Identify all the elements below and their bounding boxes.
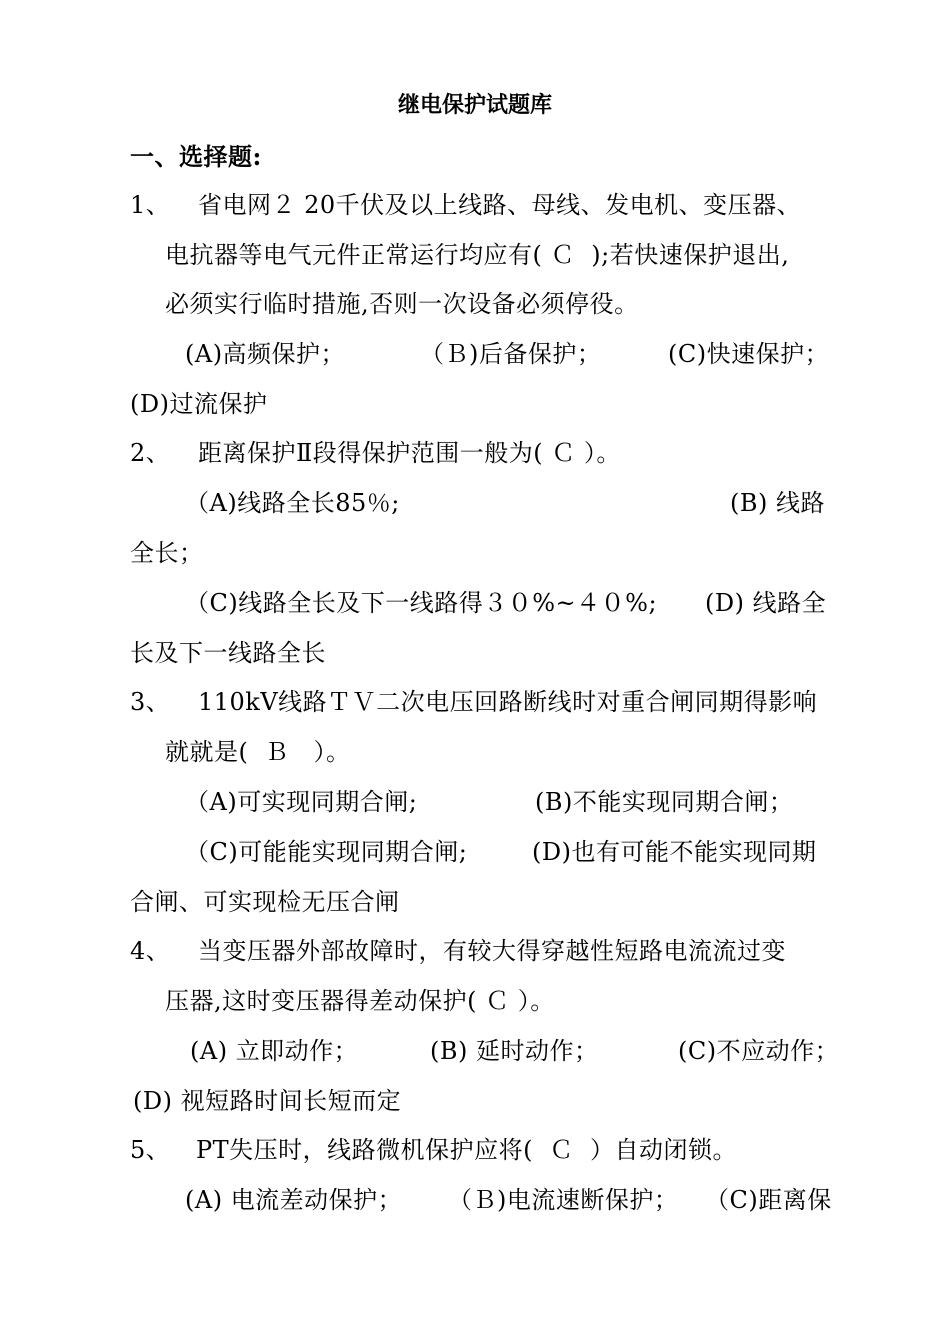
option-c: (C)不应动作； bbox=[678, 1037, 840, 1065]
option-d-continued: 长及下一线路全长 bbox=[130, 639, 326, 667]
question-text: 距离保护Ⅱ段得保护范围一般为( Ｃ ）。 bbox=[198, 439, 621, 467]
option-d: (D) 线路全 bbox=[705, 589, 827, 617]
option-b: （Ｂ)后备保护； bbox=[420, 340, 602, 368]
option-b: (B) 延时动作； bbox=[430, 1037, 599, 1065]
option-c: （C)可能能实现同期合闸; bbox=[185, 838, 468, 866]
question-text: PT失压时，线路微机保护应将( Ｃ ）自动闭锁。 bbox=[196, 1136, 738, 1164]
option-a: (A) 电流差动保护； bbox=[185, 1186, 403, 1214]
question-text: 电抗器等电气元件正常运行均应有( Ｃ );若快速保护退出, bbox=[165, 241, 790, 269]
option-b: (B) 线路 bbox=[730, 489, 825, 517]
option-a: (A)高频保护； bbox=[185, 340, 346, 368]
question-number: 5、 bbox=[130, 1136, 171, 1164]
question-number: 4、 bbox=[130, 937, 171, 965]
page-title: 继电保护试题库 bbox=[397, 92, 552, 118]
question-text: 就就是( Ｂ ）。 bbox=[165, 738, 351, 766]
option-c: （C)线路全长及下一线路得３０%~４０%; bbox=[185, 589, 658, 617]
option-d: (D) 视短路时间长短而定 bbox=[133, 1087, 402, 1115]
option-d-continued: 合闸、可实现检无压合闸 bbox=[130, 888, 400, 916]
option-b-continued: 全长； bbox=[130, 539, 204, 567]
option-d: (D)也有可能不能实现同期 bbox=[532, 838, 817, 866]
question-text: 省电网２ 20千伏及以上线路、母线、发电机、变压器、 bbox=[198, 191, 802, 219]
option-c: （C)距离保 bbox=[705, 1186, 832, 1214]
option-c: (C)快速保护； bbox=[668, 340, 830, 368]
section-heading: 一、选择题: bbox=[130, 142, 262, 171]
option-b: (B)不能实现同期合闸； bbox=[535, 788, 794, 816]
question-text: 压器,这时变压器得差动保护( Ｃ ）。 bbox=[165, 987, 555, 1015]
option-a: (A) 立即动作； bbox=[190, 1037, 359, 1065]
question-text: 必须实行临时措施,否则一次设备必须停役。 bbox=[165, 290, 639, 318]
option-a: （A)可实现同期合闸; bbox=[185, 788, 418, 816]
question-number: 1、 bbox=[130, 191, 171, 219]
question-text: 110kV线路ＴＶ二次电压回路断线时对重合闸同期得影响 bbox=[198, 688, 818, 716]
option-a: （A)线路全长85％; bbox=[185, 489, 400, 517]
option-b: （Ｂ)电流速断保护； bbox=[448, 1186, 679, 1214]
option-d: (D)过流保护 bbox=[130, 390, 268, 418]
question-text: 当变压器外部故障时，有较大得穿越性短路电流流过变 bbox=[198, 937, 786, 965]
question-number: 3、 bbox=[130, 688, 171, 716]
question-number: 2、 bbox=[130, 439, 171, 467]
